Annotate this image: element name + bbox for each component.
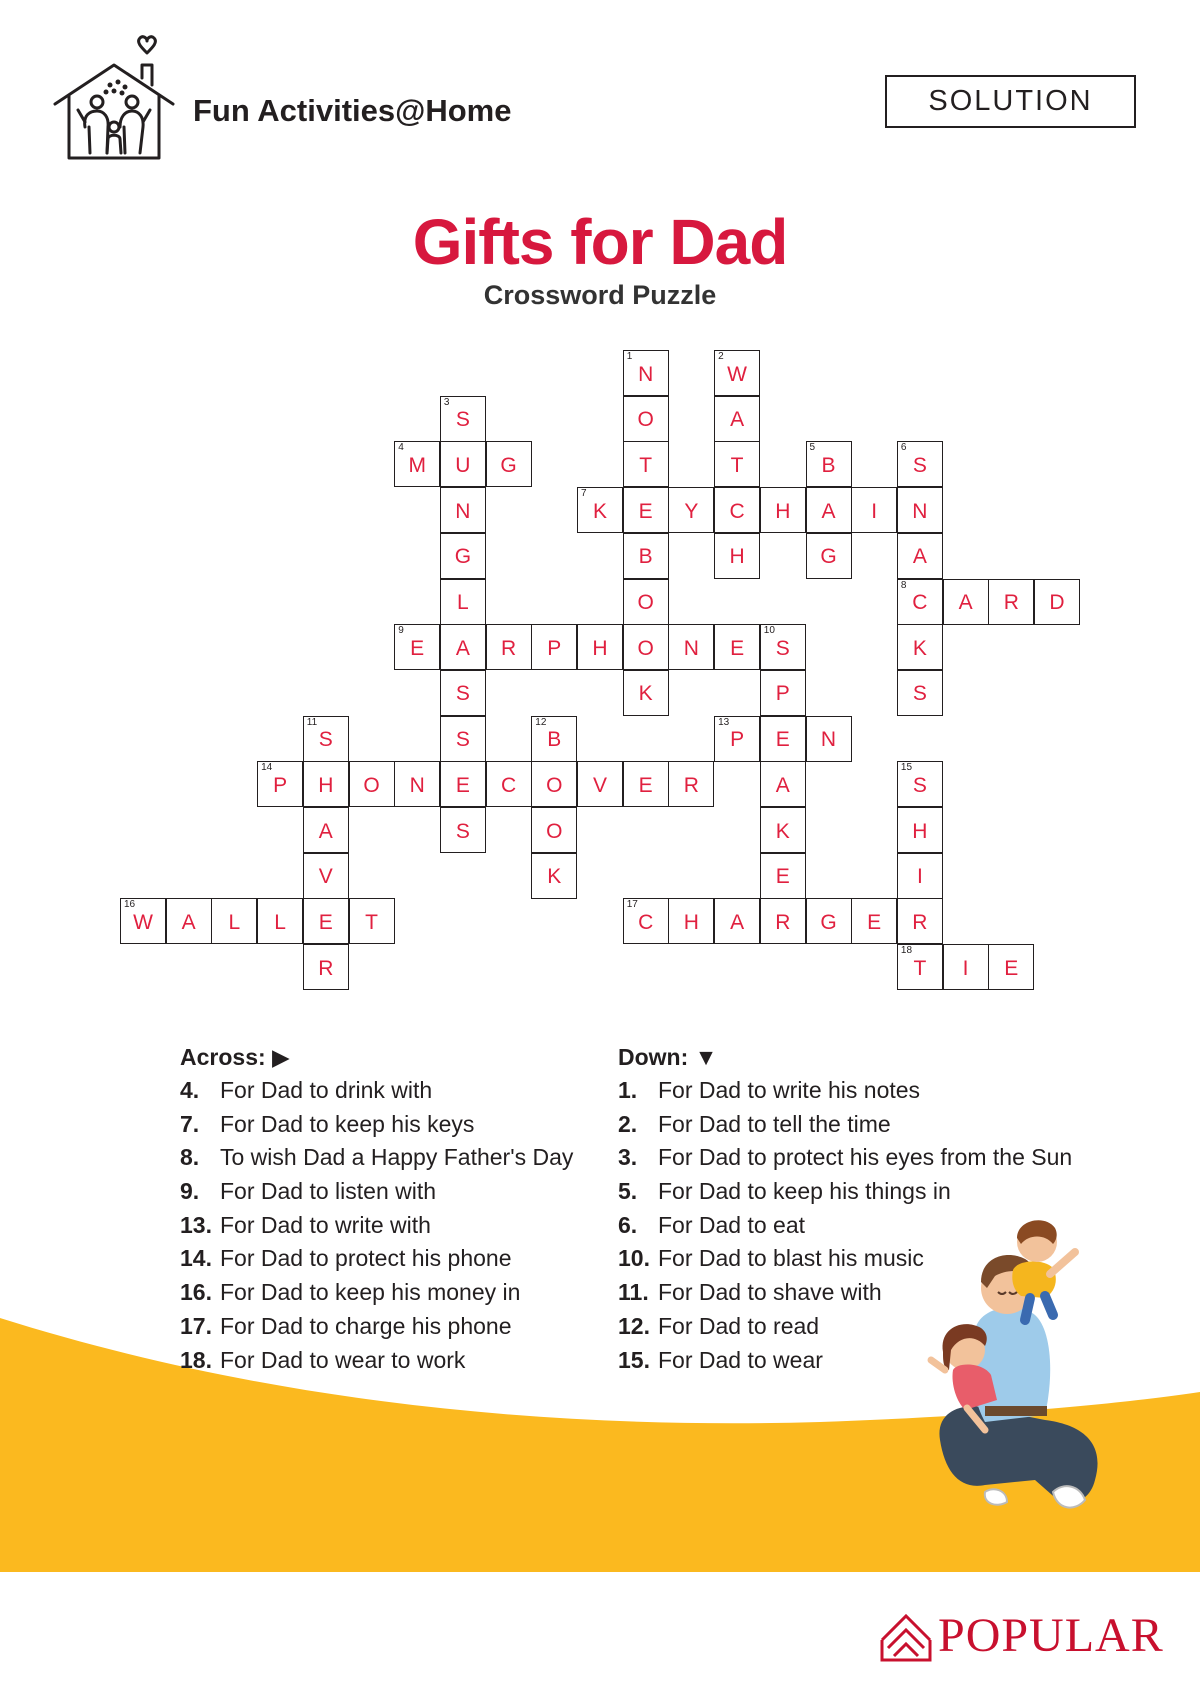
crossword-cell[interactable] [440,533,486,579]
crossword-cell[interactable] [714,487,760,533]
answer-letter: N [683,636,699,660]
across-clues [180,1040,600,1377]
answer-letter: T [913,956,927,980]
crossword-cell[interactable] [714,396,760,442]
clue-number: 5. [618,1178,638,1205]
answer-letter: P [547,636,562,660]
popular-logo-text: POPULAR [938,1609,1164,1662]
crossword-cell[interactable] [303,944,349,990]
answer-letter: H [729,545,745,569]
crossword-cell[interactable] [531,807,577,853]
answer-letter: H [912,819,928,843]
answer-letter: M [408,453,426,477]
answer-letter: S [455,728,470,752]
answer-letter: E [867,910,882,934]
answer-letter: A [775,773,790,797]
crossword-cell[interactable] [806,716,852,762]
answer-letter: A [730,910,745,934]
clue-text: For Dad to protect his phone [220,1245,512,1272]
answer-letter: A [730,408,745,432]
crossword-cell[interactable] [440,441,486,487]
answer-letter: R [501,636,517,660]
crossword-cell[interactable] [806,898,852,944]
clue-number: 2 [718,351,724,362]
across-clue [180,1276,600,1310]
clue-number: 11. [618,1279,649,1306]
clue-number: 2. [618,1110,638,1137]
crossword-cell[interactable] [897,898,943,944]
clue-text: For Dad to read [658,1312,820,1339]
answer-letter: A [455,636,470,660]
crossword-cell[interactable] [806,533,852,579]
across-heading: Across: ▶ [180,1044,290,1070]
answer-letter: G [500,453,517,477]
across-clue [180,1175,600,1209]
clue-number: 18. [180,1346,212,1373]
clue-text: For Dad to keep his keys [220,1110,475,1137]
crossword-cell[interactable] [211,898,257,944]
crossword-cell[interactable] [668,624,714,670]
answer-letter: W [727,362,747,386]
across-clue [180,1344,600,1378]
answer-letter: B [638,545,653,569]
crossword-cell[interactable] [303,807,349,853]
answer-letter: K [912,636,927,660]
crossword-cell[interactable] [760,670,806,716]
answer-letter: S [775,636,790,660]
clue-number: 7 [581,488,587,500]
crossword-cell[interactable] [440,624,486,670]
crossword-cell[interactable] [806,441,852,487]
clue-number: 17 [626,899,638,911]
answer-letter: E [1004,956,1019,980]
answer-letter: P [730,728,745,752]
answer-letter: H [683,910,699,934]
crossword-cell[interactable] [623,487,669,533]
answer-letter: C [729,499,745,523]
crossword-cell[interactable] [714,624,760,670]
answer-letter: P [273,773,288,797]
crossword-cell[interactable] [668,487,714,533]
clue-number: 9. [180,1178,200,1205]
answer-letter: G [820,545,837,569]
clue-number: 8 [900,579,907,591]
crossword-cell[interactable] [623,350,669,396]
answer-letter: N [820,728,837,752]
clue-text: To wish Dad a Happy Father's Day [220,1144,574,1171]
across-clue [180,1209,600,1243]
popular-mark-icon [880,1610,932,1662]
clue-number: 7. [180,1110,200,1137]
answer-letter: T [730,453,744,477]
clue-text: For Dad to keep his things in [658,1178,951,1205]
crossword-cell[interactable] [897,944,943,990]
brand-name: Fun Activities@Home [193,93,512,128]
crossword-cell[interactable] [303,853,349,899]
answer-letter: R [318,956,334,980]
answer-letter: C [501,773,517,797]
crossword-cell[interactable] [303,716,349,762]
answer-letter: V [592,773,607,797]
answer-letter: H [592,636,608,660]
answer-letter: R [912,910,928,934]
answer-letter: R [775,910,791,934]
family-house-logo-icon [52,35,178,163]
clue-number: 16. [180,1279,212,1306]
answer-letter: K [638,682,653,706]
answer-letter: A [318,819,333,843]
answer-letter: E [638,773,653,797]
crossword-cell[interactable] [668,761,714,807]
crossword-cell[interactable] [760,898,806,944]
answer-letter: T [365,910,378,934]
across-clue [180,1074,600,1108]
crossword-cell[interactable] [257,761,303,807]
answer-letter: O [546,773,563,797]
answer-letter: C [638,910,654,934]
answer-letter: G [454,545,472,569]
crossword-cell[interactable] [531,853,577,899]
answer-letter: T [639,453,653,477]
clue-number: 6 [900,442,907,454]
crossword-cell[interactable] [623,441,669,487]
down-clue [618,1108,1118,1142]
answer-letter: S [318,728,333,752]
clue-number: 3 [443,396,450,408]
answer-letter: S [912,773,927,797]
popular-logo [880,1608,1164,1663]
crossword-cell[interactable] [897,807,943,853]
crossword-cell[interactable] [349,761,395,807]
crossword-cell[interactable] [668,898,714,944]
crossword-cell[interactable] [851,487,897,533]
crossword-cell[interactable] [486,441,532,487]
clue-text: For Dad to write his notes [658,1077,921,1103]
answer-letter: L [228,910,241,934]
answer-letter: A [821,499,836,523]
answer-letter: L [457,591,469,614]
crossword-cell[interactable] [943,944,989,990]
answer-letter: O [363,773,380,797]
down-clue [618,1074,1118,1108]
crossword-cell[interactable] [623,533,669,579]
answer-letter: C [912,591,928,614]
crossword-cell[interactable] [440,670,486,716]
crossword-cell[interactable] [577,761,623,807]
answer-letter: V [318,865,333,889]
crossword-cell[interactable] [1034,579,1080,625]
answer-letter: O [637,636,654,660]
clue-number: 4 [398,442,404,454]
crossword-cell[interactable] [714,441,760,487]
crossword-cell[interactable] [714,898,760,944]
clue-number: 13. [180,1211,212,1238]
crossword-cell[interactable] [440,761,486,807]
across-clue [180,1310,600,1344]
answer-letter: I [916,865,923,889]
clue-text: For Dad to blast his music [658,1245,924,1272]
crossword-cell[interactable] [897,670,943,716]
clue-text: For Dad to wear to work [220,1346,466,1373]
crossword-cell[interactable] [897,579,943,625]
clue-number: 16 [124,899,136,911]
down-clue [618,1141,1118,1175]
crossword-cell[interactable] [486,624,532,670]
clue-number: 18 [900,945,913,957]
clue-number: 5 [809,442,816,454]
clue-number: 14. [180,1245,212,1272]
clue-number: 12. [618,1312,650,1339]
solution-badge: SOLUTION [885,75,1136,128]
page-title: Gifts for Dad [412,206,788,278]
answer-letter: G [820,910,837,934]
answer-letter: U [455,453,471,477]
crossword-cell[interactable] [623,624,669,670]
clue-number: 3. [618,1144,638,1171]
clue-number: 11 [306,716,318,728]
clue-number: 4. [180,1077,200,1103]
clue-text: For Dad to keep his money in [220,1279,521,1306]
crossword-cell[interactable] [760,807,806,853]
answer-letter: O [546,819,563,843]
crossword-cell[interactable] [897,487,943,533]
answer-letter: H [318,773,334,797]
down-clue [618,1175,1118,1209]
crossword-cell[interactable] [440,579,486,625]
answer-letter: I [962,956,969,980]
crossword-cell[interactable] [440,716,486,762]
across-clue [180,1242,600,1276]
crossword-cell[interactable] [531,716,577,762]
crossword-cell[interactable] [394,761,440,807]
clue-number: 9 [398,625,404,637]
clue-number: 10. [618,1245,650,1272]
crossword-cell[interactable] [394,624,440,670]
answer-letter: E [775,865,790,889]
crossword-cell[interactable] [760,853,806,899]
clue-text: For Dad to wear [658,1346,823,1373]
clue-number: 8. [180,1144,200,1171]
clue-text: For Dad to shave with [658,1279,882,1306]
answer-letter: S [455,819,470,843]
clue-number: 15 [900,762,913,774]
answer-letter: O [637,408,654,432]
down-heading: Down: ▼ [618,1044,718,1070]
crossword-cell[interactable] [760,716,806,762]
crossword-cell[interactable] [623,761,669,807]
answer-letter: E [730,636,745,660]
clue-number: 14 [261,762,273,774]
answer-letter: A [912,545,927,569]
crossword-cell[interactable] [760,624,806,670]
crossword-cell[interactable] [988,944,1034,990]
clue-number: 17. [180,1312,212,1339]
answer-letter: K [592,499,607,523]
answer-letter: S [912,453,927,477]
answer-letter: D [1049,591,1065,614]
answer-letter: W [133,910,153,934]
answer-letter: N [912,499,928,523]
family-illustration [925,1210,1115,1520]
crossword-cell[interactable] [760,487,806,533]
crossword-cell[interactable] [394,441,440,487]
answer-letter: B [547,728,562,752]
answer-letter: N [409,773,425,797]
answer-letter: E [318,910,333,934]
answer-letter: E [410,636,425,660]
clue-number: 1 [626,351,633,362]
answer-letter: R [683,773,699,797]
crossword-cell[interactable] [943,579,989,625]
answer-letter: I [871,499,878,523]
crossword-cell[interactable] [166,898,212,944]
crossword-cell[interactable] [623,579,669,625]
crossword-cell[interactable] [623,396,669,442]
answer-letter: N [638,362,654,386]
answer-letter: L [274,910,286,934]
answer-letter: S [912,682,927,706]
crossword-cell[interactable] [714,716,760,762]
answer-letter: K [547,865,562,889]
crossword-cell[interactable] [349,898,395,944]
crossword-cell[interactable] [440,396,486,442]
crossword-cell[interactable] [486,761,532,807]
answer-letter: R [1003,591,1019,614]
clue-text: For Dad to drink with [220,1077,433,1103]
answer-letter: E [638,499,653,523]
answer-letter: A [181,910,196,934]
answer-letter: P [775,682,790,706]
crossword-cell[interactable] [714,350,760,396]
crossword-cell[interactable] [897,624,943,670]
crossword-cell[interactable] [623,670,669,716]
clue-text: For Dad to tell the time [658,1110,891,1137]
page-subtitle: Crossword Puzzle [483,280,717,310]
clue-number: 1. [618,1077,638,1103]
crossword-cell[interactable] [257,898,303,944]
answer-letter: Y [684,499,699,523]
crossword-cell[interactable] [303,761,349,807]
crossword-cell[interactable] [851,898,897,944]
clue-number: 10 [763,625,775,637]
answer-letter: B [821,453,836,477]
answer-letter: E [455,773,470,797]
answer-letter: H [775,499,791,523]
clue-text: For Dad to charge his phone [220,1312,512,1339]
crossword-cell[interactable] [531,624,577,670]
answer-letter: A [958,591,973,614]
across-clue [180,1141,600,1175]
crossword-cell[interactable] [806,487,852,533]
across-clue [180,1108,600,1142]
crossword-cell[interactable] [577,624,623,670]
crossword-cell[interactable] [440,807,486,853]
clue-number: 13 [718,716,730,728]
clue-text: For Dad to listen with [220,1178,437,1205]
answer-letter: S [455,682,470,706]
crossword-cell[interactable] [120,898,166,944]
crossword-cell[interactable] [897,761,943,807]
answer-letter: N [455,499,471,523]
answer-letter: O [637,591,654,614]
clue-text: For Dad to protect his eyes from the Sun [658,1144,1073,1171]
clue-number: 12 [535,716,547,728]
clue-number: 6. [618,1211,638,1238]
crossword-cell[interactable] [303,898,349,944]
answer-letter: S [455,408,470,432]
clue-text: For Dad to eat [658,1211,806,1238]
clue-number: 15. [618,1346,650,1373]
crossword-cell[interactable] [577,487,623,533]
crossword-cell[interactable] [531,761,577,807]
clue-text: For Dad to write with [220,1211,431,1238]
crossword-cell[interactable] [714,533,760,579]
crossword-cell[interactable] [760,761,806,807]
answer-letter: E [775,728,790,752]
crossword-cell[interactable] [440,487,486,533]
crossword-cell[interactable] [897,533,943,579]
crossword-cell[interactable] [897,441,943,487]
answer-letter: K [775,819,790,843]
crossword-cell[interactable] [897,853,943,899]
crossword-cell[interactable] [988,579,1034,625]
across-clue-list [180,1074,600,1377]
crossword-cell[interactable] [623,898,669,944]
